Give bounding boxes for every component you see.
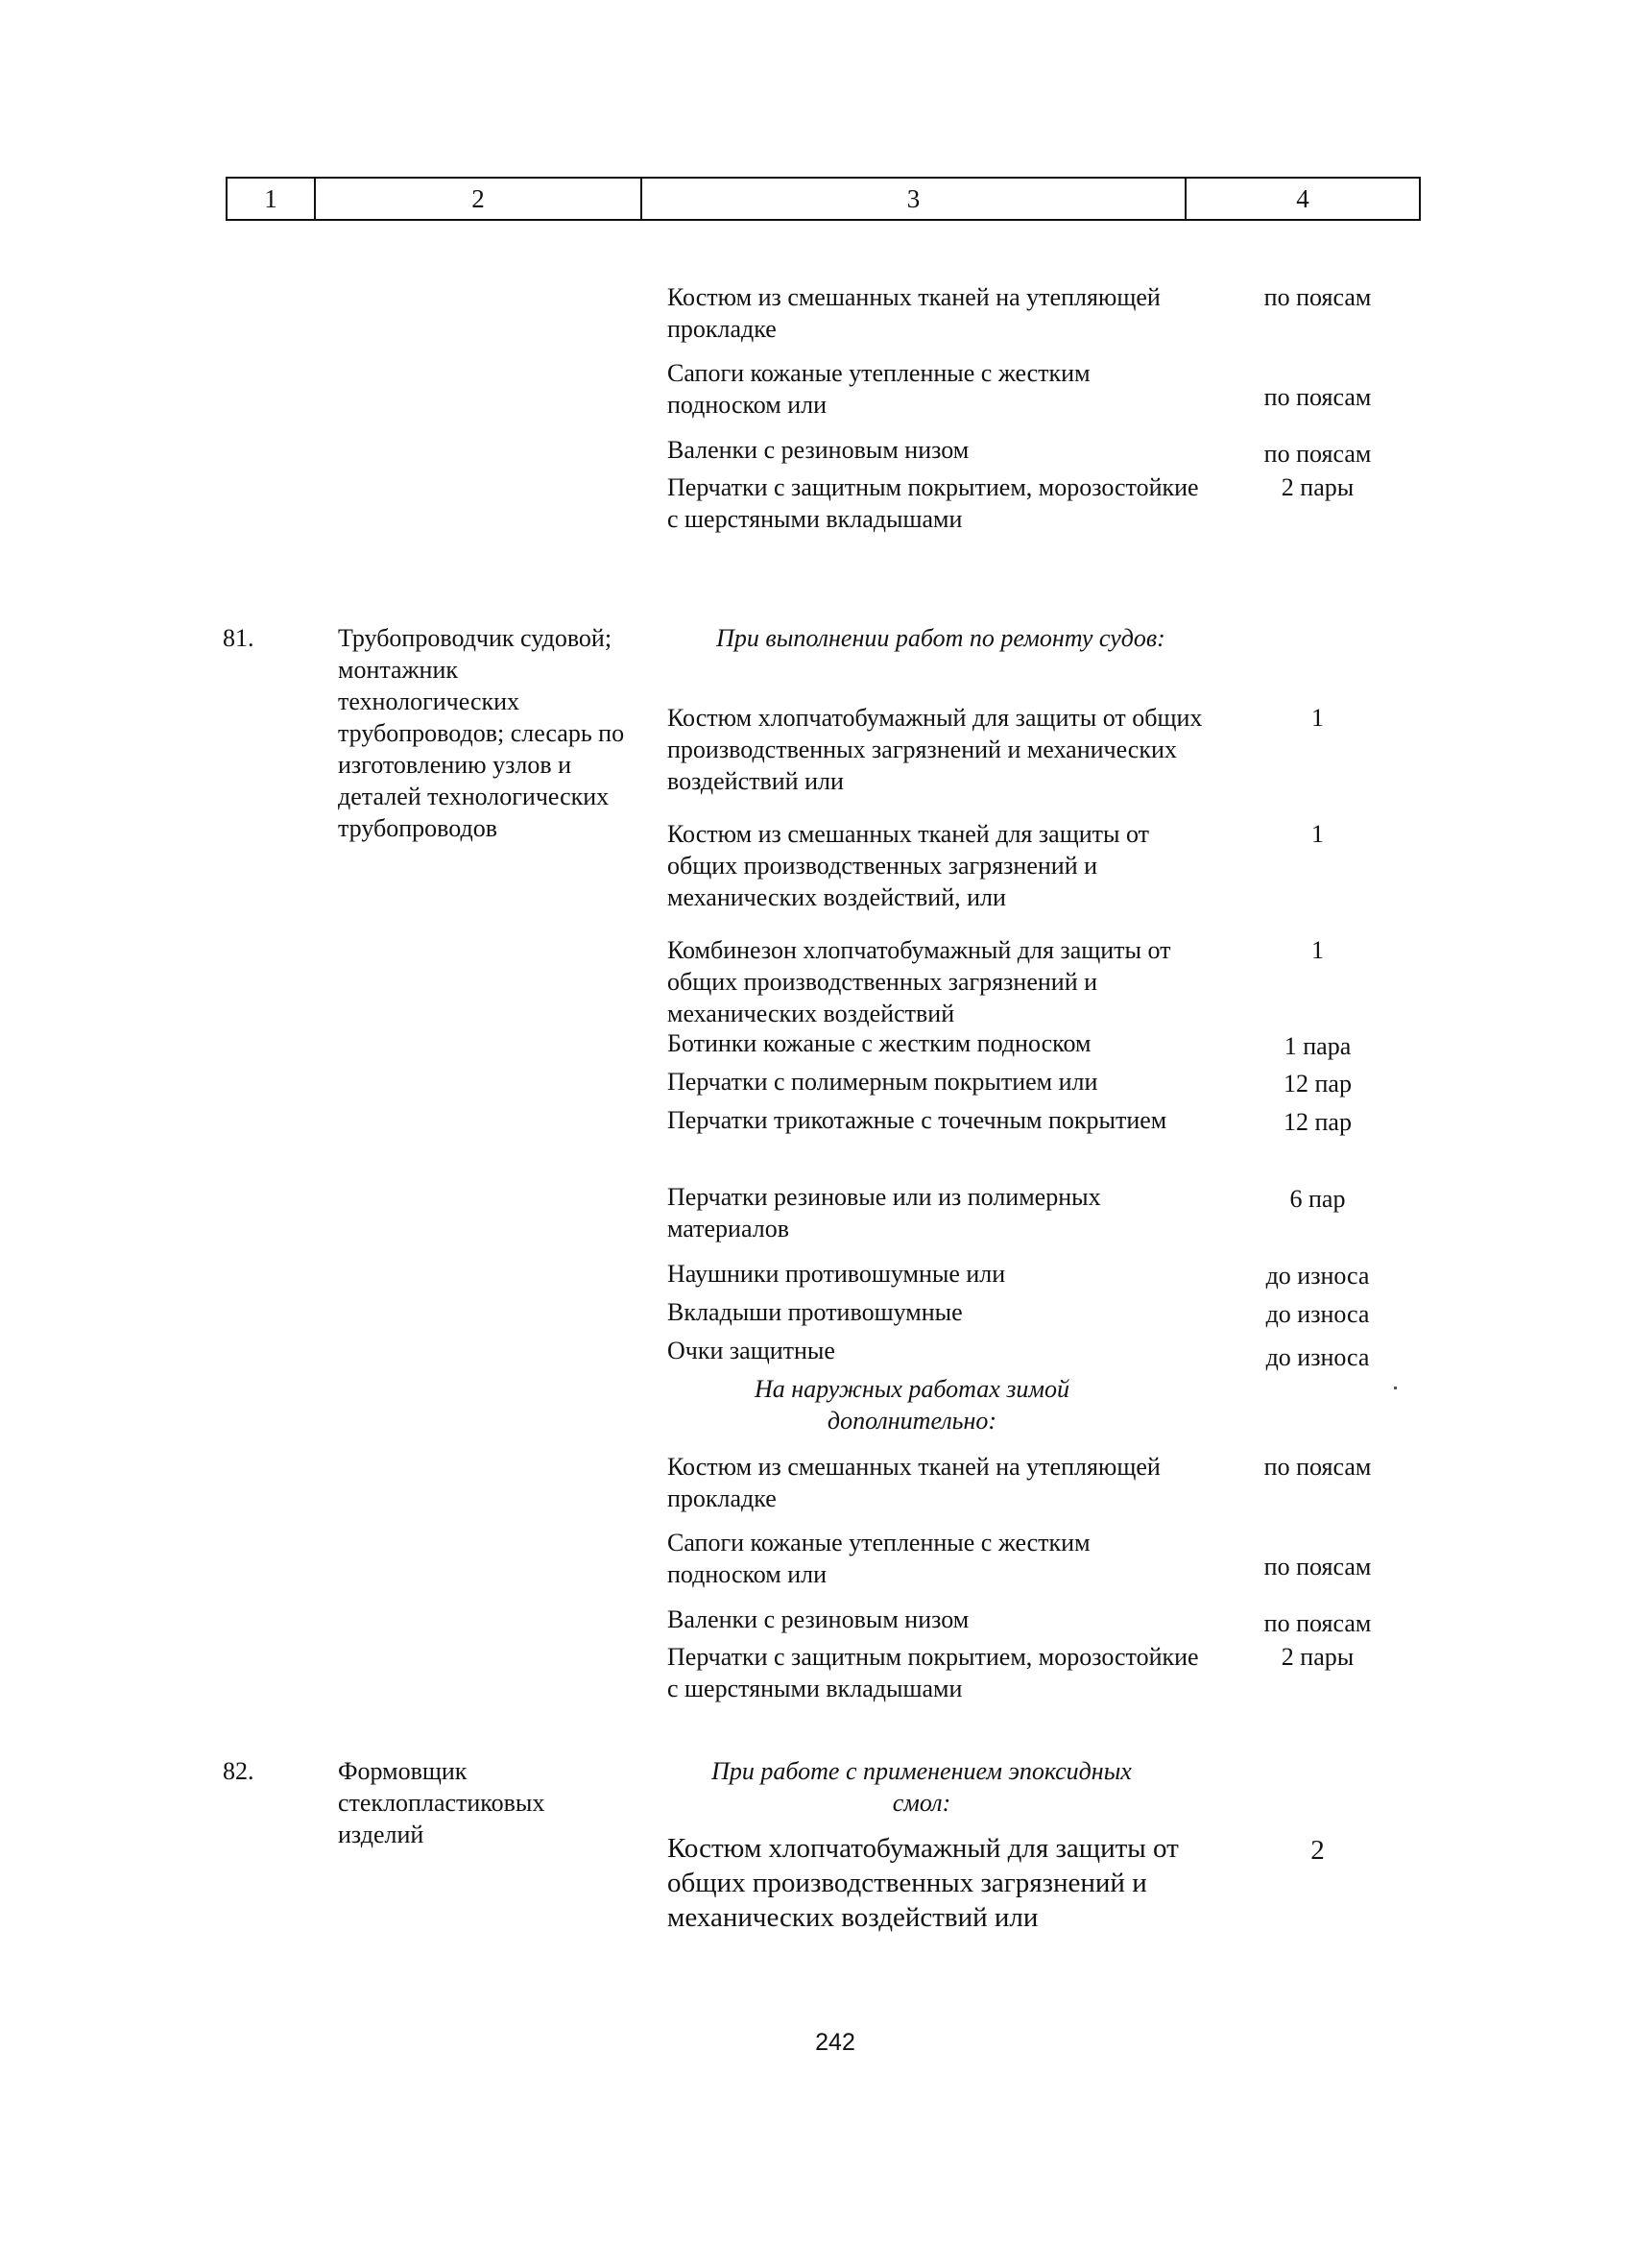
item-name: Перчатки с защитным покрытием, морозостойкие с шерстяными вкладышами — [667, 1643, 1199, 1702]
header-col-1: 1 — [228, 179, 316, 219]
item-qty: 1 — [1311, 820, 1324, 848]
item-name: Костюм из смешанных тканей на утепляющей прокладке — [667, 283, 1161, 343]
item-qty: по поясам — [1263, 1553, 1372, 1580]
item-name: Костюм из смешанных тканей на утепляющей прокладке — [667, 1453, 1161, 1512]
item-qty: по поясам — [1263, 440, 1372, 468]
item-qty: 1 пара — [1284, 1032, 1352, 1060]
condition-heading: При работе с применением эпоксидных смол: — [711, 1757, 1132, 1817]
item-qty: 6 пар — [1289, 1185, 1346, 1213]
item-name: Сапоги кожаные утепленные с жестким подноском или — [667, 359, 1091, 419]
item-name: Вкладыши противошумные — [667, 1298, 963, 1326]
item-qty: по поясам — [1263, 283, 1372, 311]
item-qty: 2 пары — [1281, 473, 1355, 501]
item-name: Костюм из смешанных тканей для защиты от общих производственных загрязнений и механических воздействий, или — [667, 820, 1149, 911]
item-name: Сапоги кожаные утепленные с жестким подноском или — [667, 1529, 1091, 1588]
profession: Трубопроводчик судовой; монтажник технологических трубопроводов; слесарь по изготовлению узлов и деталей технологических трубопроводов — [338, 624, 625, 842]
item-qty: 2 — [1310, 1835, 1325, 1866]
item-name: Наушники противошумные или — [667, 1260, 1006, 1288]
item-name: Перчатки с защитным покрытием, морозостойкие с шерстяными вкладышами — [667, 473, 1199, 533]
item-name: Валенки с резиновым низом — [667, 436, 970, 464]
header-col-3: 3 — [642, 179, 1187, 219]
item-qty: до износа — [1265, 1300, 1370, 1328]
item-qty: 12 пар — [1284, 1108, 1352, 1136]
item-name: Валенки с резиновым низом — [667, 1605, 970, 1633]
item-name: Ботинки кожаные с жестким подноском — [667, 1029, 1092, 1057]
profession: Формовщик стеклопластиковых изделий — [338, 1757, 545, 1848]
item-name: Комбинезон хлопчатобумажный для защиты от общих производственных загрязнений и механических воздействий — [667, 936, 1171, 1027]
page-number: 242 — [815, 2029, 855, 2056]
row-number: 82. — [223, 1757, 254, 1785]
item-qty: 1 — [1311, 936, 1324, 964]
item-name: Костюм хлопчатобумажный для защиты от общих производственных загрязнений и механических воздействий или — [667, 1833, 1179, 1933]
table-header — [226, 177, 1421, 221]
item-name: Перчатки с полимерным покрытием или — [667, 1068, 1098, 1096]
row-number: 81. — [223, 624, 254, 652]
item-qty: 2 пары — [1281, 1643, 1355, 1671]
winter-heading: На наружных работах зимой дополнительно: — [754, 1375, 1070, 1435]
item-qty: 12 пар — [1284, 1070, 1352, 1098]
condition-heading: При выполнении работ по ремонту судов: — [716, 624, 1165, 652]
item-qty: до износа — [1265, 1343, 1370, 1371]
item-name: Перчатки резиновые или из полимерных материалов — [667, 1183, 1101, 1243]
item-qty: по поясам — [1263, 1453, 1372, 1481]
header-col-2: 2 — [316, 179, 642, 219]
item-qty: по поясам — [1263, 383, 1372, 411]
item-name: Костюм хлопчатобумажный для защиты от общих производственных загрязнений и механических воздействий или — [667, 704, 1203, 795]
item-qty: по поясам — [1263, 1609, 1372, 1637]
item-name: Очки защитные — [667, 1337, 835, 1364]
header-col-4: 4 — [1296, 183, 1309, 213]
item-name: Перчатки трикотажные с точечным покрытием — [667, 1106, 1167, 1134]
item-qty: 1 — [1311, 704, 1324, 732]
scan-speck — [1394, 1387, 1397, 1389]
item-qty: до износа — [1265, 1262, 1370, 1290]
